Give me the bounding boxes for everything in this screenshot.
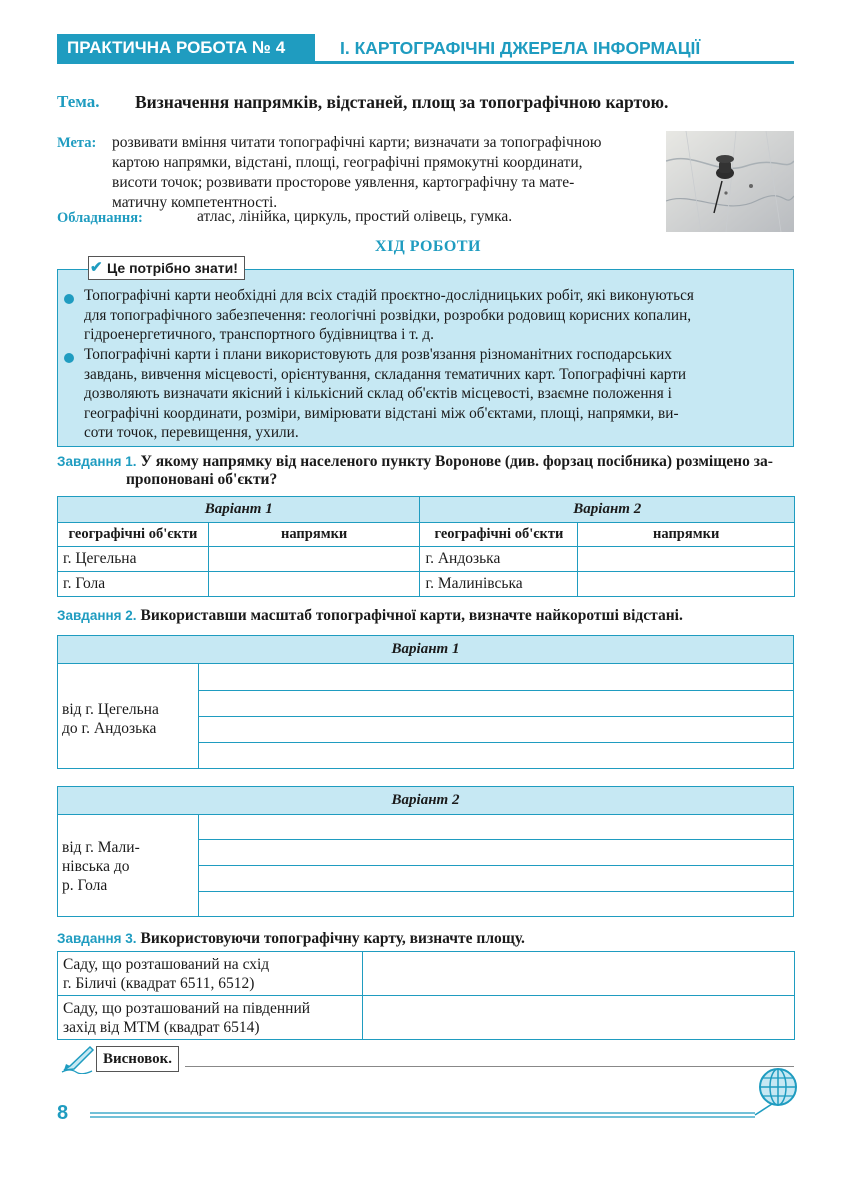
- variant1-header: Варіант 1: [58, 497, 420, 523]
- info-tag-label: Це потрібно знати!: [107, 260, 238, 276]
- answer-cell[interactable]: [208, 547, 420, 572]
- answer-line[interactable]: [199, 716, 793, 717]
- bullet-icon: [64, 353, 74, 363]
- theme-label: Тема.: [57, 92, 100, 111]
- area-object-line: г. Біличі (квадрат 6511, 6512): [63, 974, 255, 992]
- route-line: р. Гола: [62, 877, 108, 894]
- table-row: [58, 996, 795, 1040]
- col-objects-header: географічні об'єкти: [420, 523, 578, 547]
- answer-cell[interactable]: [362, 952, 794, 996]
- variant2-header: Варіант 2: [58, 787, 793, 815]
- info-line: соти точок, перевищення, ухили.: [84, 424, 299, 441]
- variant2-header: Варіант 2: [420, 497, 795, 523]
- area-object-line: Саду, що розташований на схід: [63, 955, 270, 973]
- task2-label: Завдання 2.: [57, 608, 137, 623]
- route-line: від г. Мали-: [62, 839, 140, 856]
- answer-cell[interactable]: [362, 996, 794, 1040]
- task1-text-cont: пропоновані об'єкти?: [126, 471, 278, 488]
- check-icon: ✔: [90, 260, 103, 276]
- object-cell: г. Гола: [58, 572, 209, 597]
- object-cell: г. Малинівська: [420, 572, 578, 597]
- conclusion-label: Висновок.: [96, 1046, 179, 1072]
- info-line: Топографічні карти необхідні для всіх стадій проєктно-дослідницьких робіт, які виконуються: [84, 287, 694, 304]
- info-line: Топографічні карти і плани використовують для розв'язання різноманітних господарських: [84, 346, 672, 363]
- info-paragraph-2: [84, 345, 784, 443]
- route-line: до г. Андозька: [62, 720, 157, 737]
- task2-text: Використавши масштаб топографічної карти, визначте найкоротші відстані.: [140, 607, 683, 624]
- task2-prompt: [57, 607, 683, 625]
- table-row: [58, 952, 795, 996]
- section-title: І. КАРТОГРАФІЧНІ ДЖЕРЕЛА ІНФОРМАЦІЇ: [340, 38, 701, 58]
- route-line: нівська до: [62, 858, 130, 875]
- answer-cell[interactable]: [208, 572, 420, 597]
- page-number: 8: [57, 1102, 69, 1124]
- bullet-icon: [64, 294, 74, 304]
- info-line: гідроенергетичного, транспортного будівництва і т. д.: [84, 326, 434, 343]
- equipment-label: Обладнання:: [57, 210, 143, 226]
- variant1-header: Варіант 1: [58, 636, 793, 664]
- task3-table: [57, 951, 795, 1040]
- route-line: від г. Цегельна: [62, 701, 159, 718]
- task2-variant2-box: [57, 786, 794, 917]
- info-line: завдань, вивчення місцевості, орієнтування, складання тематичних карт. Топографічні карти: [84, 365, 687, 383]
- table-row: [58, 547, 795, 572]
- area-object-cell: [58, 996, 363, 1040]
- area-object-line: захід від МТМ (квадрат 6514): [63, 1018, 260, 1036]
- info-line: дозволяють визначати якісний і кількісний склад об'єктів місцевості, взаємне положення і: [84, 385, 672, 402]
- info-line: географічні координати, розміри, вимірювати відстані між об'єктами, площі, напрямки, ви-: [84, 404, 679, 422]
- col-directions-header: напрямки: [578, 523, 795, 547]
- goal-line: матичну компетентності.: [112, 194, 278, 211]
- answer-line[interactable]: [199, 742, 793, 743]
- area-object-cell: [58, 952, 363, 996]
- object-cell: г. Цегельна: [58, 547, 209, 572]
- info-tag: [88, 256, 245, 280]
- goal-label: Мета:: [57, 135, 97, 151]
- task1-prompt: [57, 453, 797, 489]
- task2-variant1-box: [57, 635, 794, 769]
- goal-line: висоти точок; розвивати просторове уявлення, картографічну та мате-: [112, 174, 575, 191]
- info-line: для топографічного забезпечення: геологічні розвідки, розробки родовищ корисних копалин,: [84, 306, 692, 324]
- table-row: [58, 572, 795, 597]
- task3-label: Завдання 3.: [57, 931, 137, 946]
- answer-line[interactable]: [199, 891, 793, 892]
- answer-line[interactable]: [199, 839, 793, 840]
- task3-prompt: [57, 930, 525, 948]
- goal-line: картою напрямки, відстані, площі, географічні прямокутні координати,: [112, 154, 583, 171]
- equipment-text: атлас, лінійка, циркуль, простий олівець, гумка.: [197, 208, 513, 225]
- info-paragraph-1: [84, 286, 784, 345]
- variant1-route: [62, 700, 159, 738]
- map-pin-photo: [666, 131, 794, 232]
- answer-cell[interactable]: [578, 572, 795, 597]
- procedure-title: ХІД РОБОТИ: [375, 238, 481, 255]
- practical-work-label: ПРАКТИЧНА РОБОТА № 4: [57, 34, 315, 62]
- task1-text: У якому напрямку від населеного пункту Воронове (див. форзац посібника) розміщено за-: [140, 453, 773, 470]
- footer-decoration: [90, 1064, 802, 1124]
- task3-text: Використовуючи топографічну карту, визначте площу.: [140, 930, 525, 947]
- goal-line: розвивати вміння читати топографічні карти; визначати за топографічною: [112, 134, 602, 151]
- header-rule: [57, 61, 794, 64]
- col-objects-header: географічні об'єкти: [58, 523, 209, 547]
- task1-table: [57, 496, 795, 597]
- area-object-line: Саду, що розташований на південний: [63, 999, 311, 1017]
- object-cell: г. Андозька: [420, 547, 578, 572]
- globe-icon: [757, 1066, 799, 1108]
- answer-cell[interactable]: [578, 547, 795, 572]
- answer-line[interactable]: [199, 865, 793, 866]
- goal-text: [112, 133, 657, 213]
- col-directions-header: напрямки: [208, 523, 420, 547]
- variant2-route: [62, 838, 140, 895]
- task1-label: Завдання 1.: [57, 454, 137, 469]
- theme-text: Визначення напрямків, відстаней, площ за топографічною картою.: [135, 92, 669, 112]
- answer-line[interactable]: [199, 690, 793, 691]
